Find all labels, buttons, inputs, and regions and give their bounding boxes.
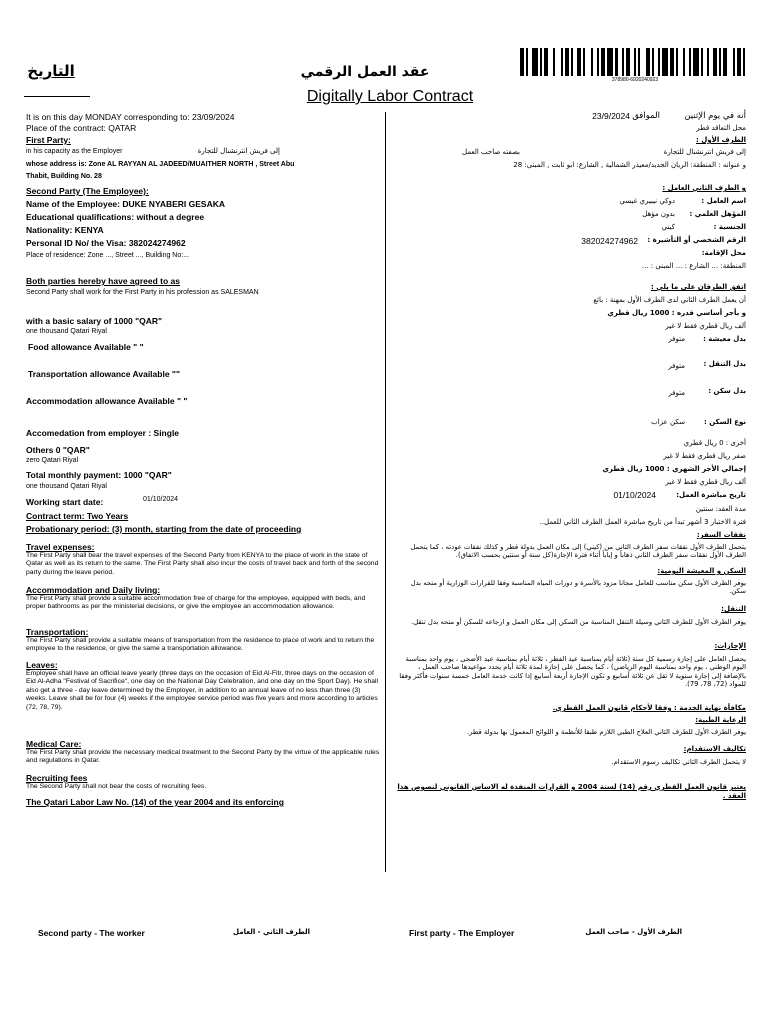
date-underline <box>24 96 90 97</box>
address-line-2: Thabit, Building No. 28 <box>26 173 102 180</box>
food-allowance: Food allowance Available " " <box>28 342 144 352</box>
start-label-arabic: تاريخ مباشرة العمل: <box>676 491 746 499</box>
salary-arabic: و بأجر أساسي قدره : 1000 ريال قطري <box>607 309 746 317</box>
probation-period: Probationary period: (3) month, starting from the date of proceeding <box>26 524 302 534</box>
name-value-arabic: دوكي نيبيري غيسي <box>619 197 675 205</box>
accommodation-type-value-arabic: سكن عزاب <box>651 418 685 426</box>
column-divider <box>385 112 386 872</box>
first-party-arabic-heading: الطرف الأول : <box>695 136 746 144</box>
basic-salary: with a basic salary of 1000 "QAR" <box>26 316 163 326</box>
labor-law-line: The Qatari Labor Law No. (14) of the year 2004 and its enforcing <box>26 797 284 807</box>
housing-label-arabic: بدل سكن : <box>708 387 746 395</box>
probation-arabic: فترة الاختبار 3 أشهر تبدأ من تاريخ مباشرة العمل الطرف الثاني للعمل.. <box>539 518 746 526</box>
medical-heading: Medical Care: <box>26 739 82 749</box>
recruit-heading-arabic: تكاليف الاستقدام: <box>683 745 746 753</box>
residence: Place of residence: Zone ..., Street ..., Building No:... <box>26 252 190 259</box>
capacity-arabic: بصفته صاحب العمل <box>462 148 520 156</box>
name-label-arabic: اسم العامل : <box>701 197 746 205</box>
muwafiq-label: الموافق <box>632 111 660 121</box>
nationality-value-arabic: كيني <box>661 223 675 231</box>
company-arabic: إلى فريش انترنشنال للتجارة <box>663 148 746 156</box>
agreement-arabic-heading: اتفق الطرفان على ما يلي : <box>651 283 746 291</box>
recruiting-text: The Second Party shall not bear the costs of recruiting fees. <box>26 783 207 790</box>
others-words: zero Qatari Riyal <box>26 457 79 464</box>
page-title: Digitally Labor Contract <box>306 88 474 105</box>
date-label: التاريخ <box>27 62 75 80</box>
employer-name: إلى فريش انترنشنال للتجارة <box>197 147 280 155</box>
qualification-value-arabic: بدون مؤهل <box>642 210 675 218</box>
transport-label-arabic: بدل التنقل : <box>703 360 746 368</box>
medical-text: The First Party shall provide the necessary medical treatment to the Second Party by the virtue of the applicable rules and regulations in Qatar. <box>26 749 380 765</box>
footer-first-party-en: First party - The Employer <box>409 928 515 938</box>
leaves-text: Employee shall have an official leave yearly (three days on the occasion of Eid Al-Fitr, three days on the occasion of Eid Al-Adha "Festival of Sacrifice", one day on the National Day Celebration, and one day on the Sport Day). He shall also get a three - day leave determined by the Employer, in addition to an annual leave of no less than three (3) weeks. Leave shall be for four (4) weeks if the employee service period was five years and more according to articles (72, 78, 79). <box>26 670 379 711</box>
agreement-heading: Both parties hereby have agreed to as <box>26 276 180 286</box>
title-arabic: عقد العمل الرقمي <box>300 64 430 80</box>
salary-words-arabic: ألف ريال قطري فقط لا غير <box>665 322 746 330</box>
recruit-text-arabic: لا يتحمل الطرف الثاني تكاليف رسوم الاستقدام. <box>611 758 746 766</box>
id-value: 382024274962 <box>581 236 638 246</box>
footer-first-party-ar: الطرف الأول - صاحب العمل <box>585 928 682 936</box>
travel-text-arabic: يتحمل الطرف الأول نفقات سفر الطرف الثاني من (كيني) إلى مكان العمل بدولة قطر و كذلك نفقات عودته ، كما يتحمل الطرف الأول نفقات سفر الطرف الثاني ذهاباً و إياباً أثناء فترة الإجازة(كل سنة أو سنتين بحسب الاتفاق). <box>410 543 746 560</box>
barcode-number: 378980-6920240923 <box>611 77 659 83</box>
total-words-arabic: ألف ريال قطري فقط لا غير <box>665 478 746 486</box>
nationality: Nationality: KENYA <box>26 225 104 235</box>
term-arabic: مدة العقد: سنتين <box>695 505 746 513</box>
qualification-label-arabic: المؤهل العلمي : <box>689 210 746 218</box>
others-words-arabic: صفر ريال قطري فقط لا غير <box>663 452 746 460</box>
qualifications: Educational qualifications: without a degree <box>26 212 205 222</box>
barcode-bar <box>745 48 749 76</box>
id-label-arabic: الرقم الشخصي أو التأشيرة : <box>647 236 746 244</box>
accommodation-heading-arabic: السكن و المعيشة اليومية: <box>657 567 746 575</box>
start-date-label: Working start date: <box>26 497 104 507</box>
address-line-1: whose address is: Zone AL RAYYAN AL JADEED/MUAITHER NORTH , Street Abu <box>26 161 295 168</box>
travel-heading-arabic: نفقات السفر: <box>696 531 746 539</box>
transport-heading-arabic: التنقل: <box>721 605 746 613</box>
labor-law-arabic: يعتبر قانون العمل القطري رقم (14) لسنة 2004 و القرارات المنفذة له الاساس القانوني لنصوص هذا العقد . <box>397 783 746 800</box>
profession-arabic: أن يعمل الطرف الثاني لدى الطرف الأول بمهنة : بائع <box>593 296 746 304</box>
start-value-right: 01/10/2024 <box>613 490 656 500</box>
medical-heading-arabic: الرعاية الطبية: <box>695 716 746 724</box>
residence-label-arabic: محل الإقامة: <box>701 249 746 257</box>
recruiting-heading: Recruiting fees <box>26 773 88 783</box>
start-date-value: 01/10/2024 <box>143 496 179 503</box>
nationality-label-arabic: الجنسية : <box>713 223 746 231</box>
salary-words: one thousand Qatari Riyal <box>26 328 107 335</box>
end-of-service-arabic: مكافأة نهاية الخدمة : وفقا لأحكام قانون العمل القطري. <box>552 704 746 712</box>
accommodation-text: The First Party shall provide a suitable accommodation free of charge for the employee, equipped with beds, and proper bathrooms as per the ministerial decisions, or give the employee an accommodation allowance. <box>26 595 366 611</box>
place-arabic: محل التعاقد قطر <box>696 124 746 132</box>
travel-text: The First Party shall bear the travel expenses of the Second Party from KENYA to the place of work in the state of Qatar as well as its return to the same. The First Party shall also incur the costs of travel back and forth of the second party during the leave period. <box>26 552 379 576</box>
leaves-text-arabic: يحصل العامل على إجازة رسمية كل سنة (ثلاثة أيام بمناسبة عيد الفطر ، ثلاثة أيام بمناسبة عيد الأضحى ، يوم واحد بمناسبة اليوم الوطني ، يوم واحد بمناسبة اليوم الرياضي) ، كما يحصل على إجازة لمدة ثلاثة أيام يحدد مواعيدها صاحب العمل ، بالإضافة إلى إجازة سنوية لا تقل عن ثلاثة أسابيع و تكون الإجازة أربعة أسابيع إذا كانت خدمة العامل خمسة سنوات فأكثر وفقا للمواد (72، 78، 79). <box>399 655 746 689</box>
barcode <box>520 48 750 76</box>
second-party-arabic-heading: و الطرف الثاني العامل : <box>662 184 746 192</box>
intro-arabic: أنه في يوم الإثنين <box>684 111 746 121</box>
accommodation-text-arabic: يوفر الطرف الأول سكن مناسب للعامل مجانا مزود بالأسرة و دورات المياه المناسبة وفقا للقرارات الوزارية أو منحه بدل سكن. <box>410 579 746 596</box>
intro-line: It is on this day MONDAY corresponding to: 23/09/2024 <box>26 112 235 122</box>
transportation-text: The First Party shall provide a suitable means of transportation from the residence to place of work and to return the employee to the residence, or give the same a transportation allowance. <box>26 637 375 653</box>
footer-second-party-ar: الطرف الثاني - العامل <box>233 928 310 936</box>
accommodation-type-label-arabic: نوع السكن : <box>704 418 746 426</box>
housing-value-arabic: متوفر <box>668 389 685 397</box>
date-value: 23/9/2024 <box>592 111 630 121</box>
others-arabic: أخرى : 0 ريال قطري <box>683 439 746 447</box>
accommodation-heading: Accommodation and Daily living: <box>26 585 161 595</box>
total-arabic: إجمالي الأجر الشهري : 1000 ريال قطري <box>602 465 746 473</box>
travel-heading: Travel expenses: <box>26 542 95 552</box>
leaves-heading-arabic: الإجازات: <box>714 642 746 650</box>
total-payment: Total monthly payment: 1000 "QAR" <box>26 470 172 480</box>
food-label-arabic: بدل معيشة : <box>703 335 746 343</box>
transportation-heading: Transportation: <box>26 627 89 637</box>
contract-term: Contract term: Two Years <box>26 511 129 521</box>
leaves-heading: Leaves: <box>26 660 58 670</box>
accommodation-from-employer: Accomedation from employer : Single <box>26 428 180 438</box>
employer-capacity: in his capacity as the Employer <box>26 148 123 155</box>
others-amount: Others 0 "QAR" <box>26 445 90 455</box>
medical-text-arabic: يوفر الطرف الأول للطرف الثاني العلاج الطبي اللازم طبقا للأنظمة و اللوائح المعمول بها بدولة قطر. <box>466 728 746 736</box>
footer-second-party-en: Second party - The worker <box>38 928 145 938</box>
first-party-heading: First Party: <box>26 135 71 145</box>
profession: Second Party shall work for the First Party in his profession as SALESMAN <box>26 289 259 296</box>
total-words: one thousand Qatari Riyal <box>26 483 107 490</box>
employee-name: Name of the Employee: DUKE NYABERI GESAKA <box>26 199 226 209</box>
accommodation-allowance: Accommodation allowance Available " " <box>26 396 188 406</box>
transport-text-arabic: يوفر الطرف الأول للطرف الثاني وسيلة التنقل المناسبة من السكن إلى مكان العمل و ارجاعه للسكن أو منحه بدل تنقل. <box>411 618 746 626</box>
residence-value-arabic: المنطقة: ... الشارع : ... المبنى : ... <box>641 262 746 270</box>
transport-allowance: Transportation allowance Available "" <box>28 369 180 379</box>
personal-id: Personal ID No/ the Visa: 382024274962 <box>26 238 186 248</box>
contract-place: Place of the contract: QATAR <box>26 123 137 133</box>
food-value-arabic: متوفر <box>668 335 685 343</box>
second-party-heading: Second Party (The Employee): <box>26 186 149 196</box>
address-arabic: و عنوانه : المنطقة: الريان الجديد/معيذر الشمالية , الشارع: ابو ثابت , المبنى: 28 <box>513 161 746 169</box>
transport-value-arabic: متوفر <box>668 362 685 370</box>
